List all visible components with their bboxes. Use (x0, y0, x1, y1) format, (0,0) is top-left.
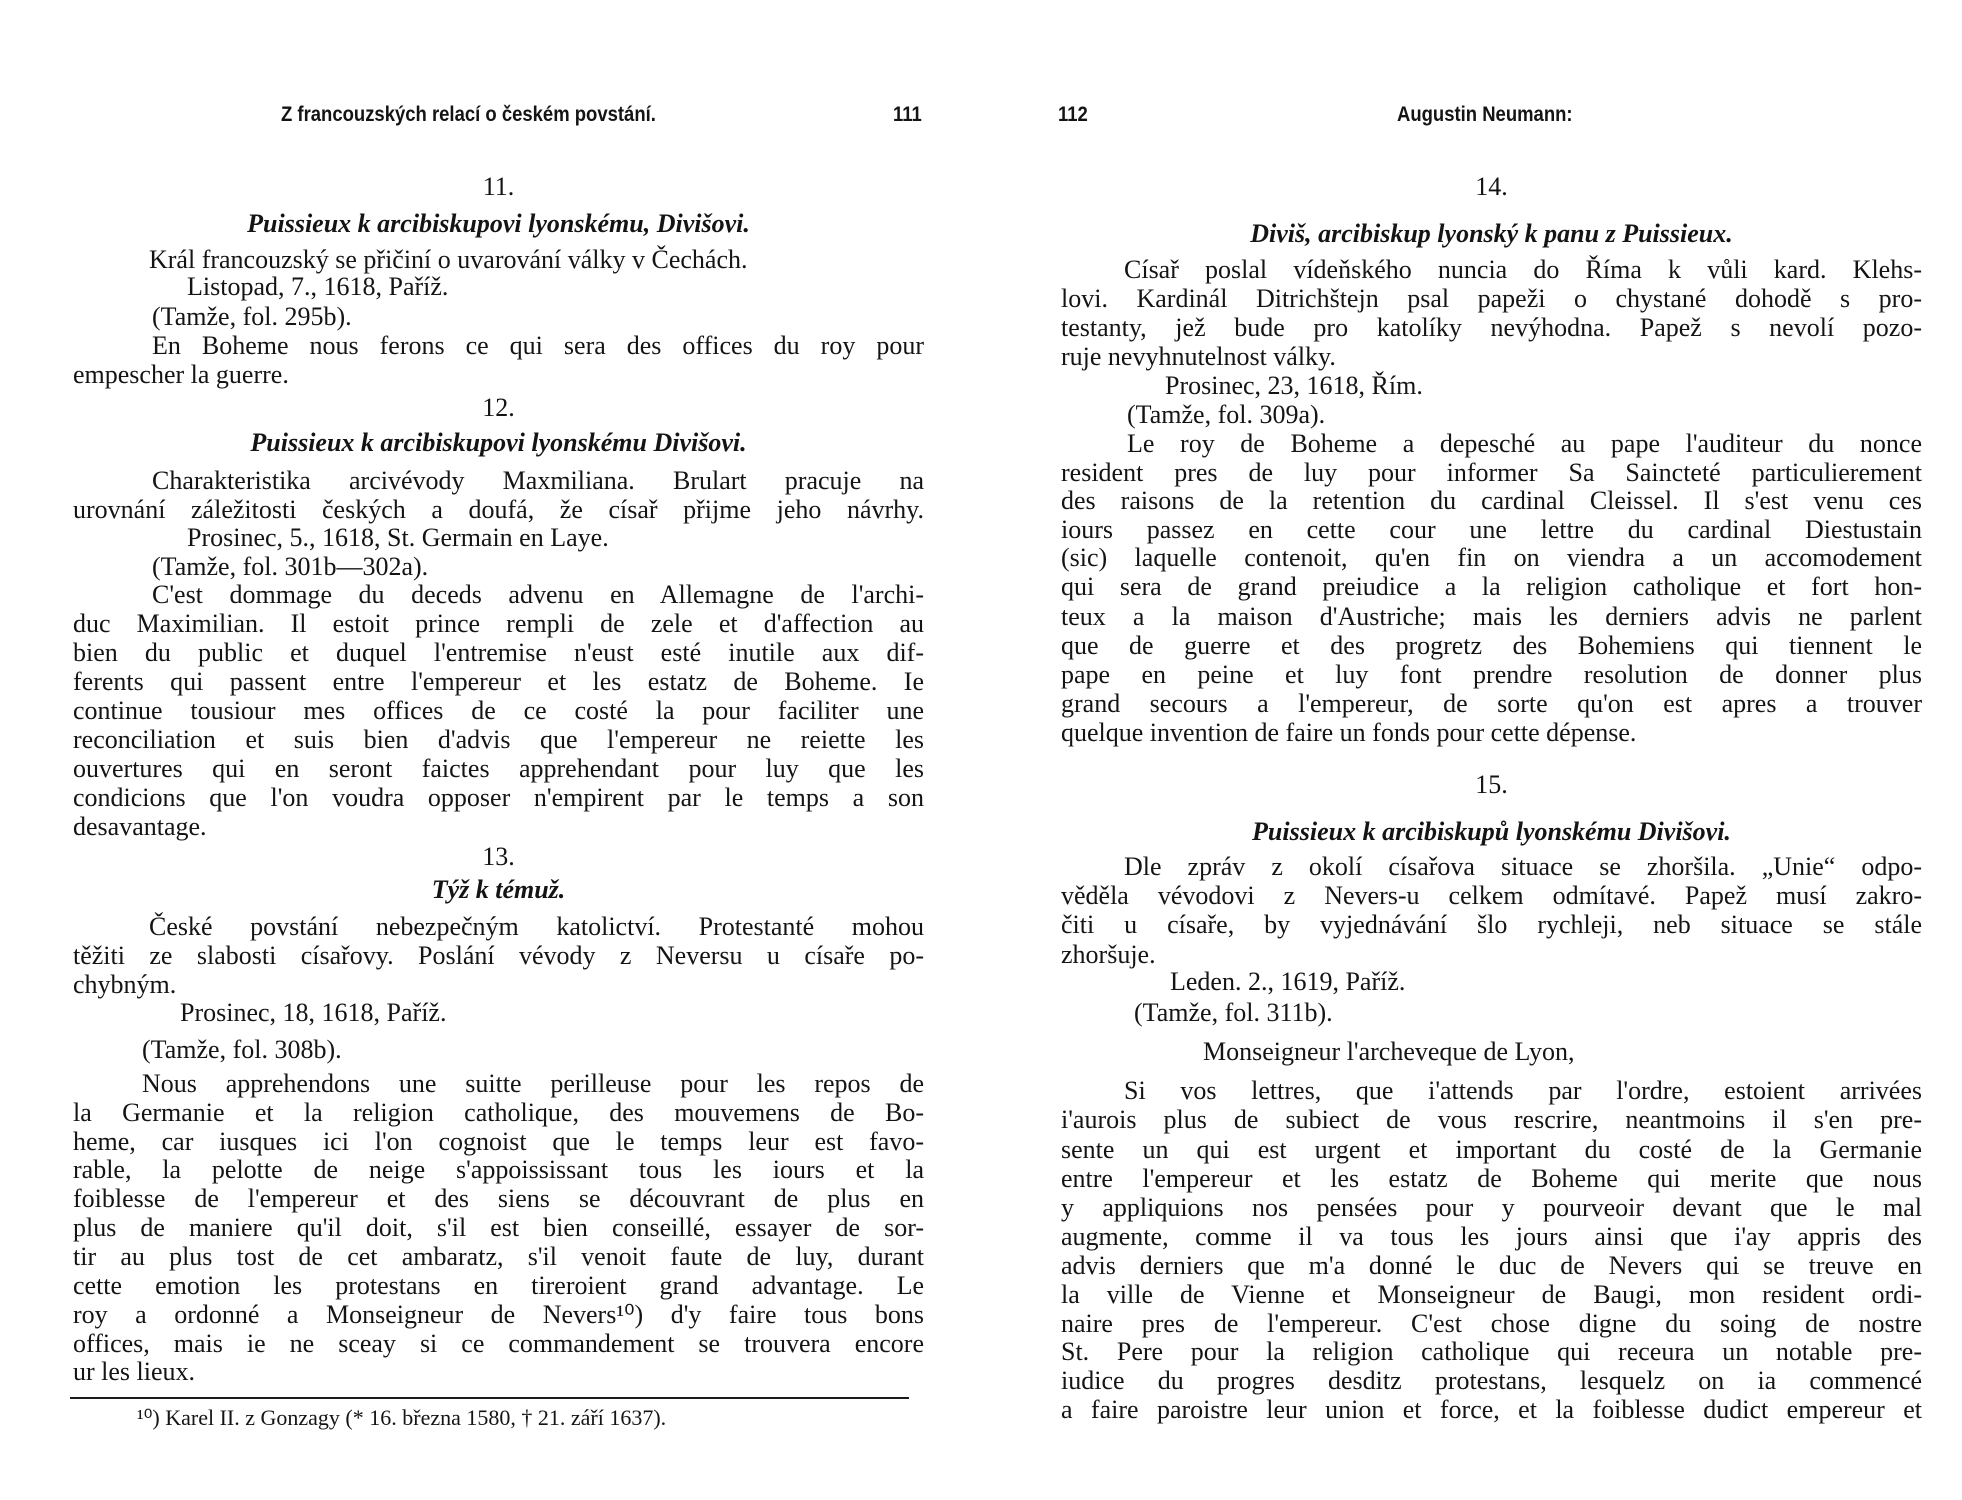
text-line: (Tamže, fol. 308b). (142, 1035, 342, 1064)
text-line: ruje nevyhnutelnost války. (1061, 342, 1336, 371)
text-line: y appliquions nos pensées pour y pourveoir devant que le mal (1061, 1193, 1922, 1222)
text-line: České povstání nebezpečným katolictví. Protestanté mohou (149, 912, 924, 941)
text-line: (sic) laquelle contenoit, qu'en fin on viendra a un accomodement (1061, 543, 1922, 572)
text-line: urovnání záležitosti českých a doufá, že císař přijme jeho návrhy. (73, 495, 924, 524)
text-line: (Tamže, fol. 311b). (1134, 998, 1333, 1027)
text-line: grand secours a l'empereur, de sorte qu'on est apres a trouver (1061, 689, 1922, 718)
running-header-title: Z francouzských relací o českém povstání. (281, 103, 656, 126)
text-line: Dle zpráv z okolí císařova situace se zhoršila. „Unie“ odpo- (1124, 852, 1922, 881)
document-heading: Týž k témuž. (431, 875, 566, 904)
text-line: duc Maximilian. Il estoit prince rempli de zele et d'affection au (73, 609, 924, 638)
text-line: věděla vévodovi z Nevers-u celkem odmítavé. Papež musí zakro- (1061, 881, 1922, 910)
text-line: (Tamže, fol. 309a). (1127, 400, 1326, 429)
text-line: offices, mais ie ne sceay si ce commandement se trouvera encore (73, 1329, 924, 1358)
text-line: St. Pere pour la religion catholique qui receura un notable pre- (1061, 1337, 1922, 1366)
text-line: que de guerre et des progretz des Bohemiens qui tiennent le (1061, 631, 1922, 660)
text-line: augmente, comme il va tous les jours ainsi que i'ay appris des (1061, 1222, 1922, 1251)
document-number: 12. (482, 393, 515, 422)
document-number: 13. (482, 842, 515, 871)
text-line: ferents qui passent entre l'empereur et les estatz de Boheme. Ie (73, 667, 924, 696)
text-line: la ville de Vienne et Monseigneur de Baugi, mon resident ordi- (1061, 1280, 1922, 1309)
text-line: C'est dommage du deceds advenu en Allemagne de l'archi- (152, 580, 924, 609)
text-line: Prosinec, 23, 1618, Řím. (1165, 371, 1423, 400)
text-line: desavantage. (73, 812, 207, 841)
text-line: čiti u císaře, by vyjednávání šlo rychleji, neb situace se stále (1061, 910, 1922, 939)
document-heading: Puissieux k arcibiskupovi lyonskému Divišovi. (250, 428, 747, 457)
footnote-divider (70, 1397, 909, 1399)
text-line: naire pres de l'empereur. C'est chose digne du soing de nostre (1061, 1309, 1922, 1338)
text-line: Si vos lettres, que i'attends par l'ordre, estoient arrivées (1124, 1076, 1922, 1105)
document-number: 11. (482, 172, 515, 201)
text-line: Prosinec, 18, 1618, Paříž. (180, 998, 447, 1027)
text-line: ouvertures qui en seront faictes apprehendant pour luy que les (73, 754, 924, 783)
text-line: roy a ordonné a Monseigneur de Nevers¹⁰) d'y faire tous bons (73, 1300, 924, 1329)
text-line: cette emotion les protestans en tireroient grand advantage. Le (73, 1271, 924, 1300)
text-line: testanty, jež bude pro katolíky nevýhodna. Papež s nevolí pozo- (1061, 313, 1922, 342)
text-line: reconciliation et suis bien d'advis que l'empereur ne reiette les (73, 725, 924, 754)
running-header-title: Augustin Neumann: (1397, 103, 1573, 126)
text-line: resident pres de luy pour informer Sa Saincteté particulierement (1061, 458, 1922, 487)
text-line: continue tousiour mes offices de ce costé la pour faciliter une (73, 696, 924, 725)
text-line: rable, la pelotte de neige s'appoississant tous les iours et la (73, 1155, 924, 1184)
text-line: iours passez en cette cour une lettre du cardinal Diestustain (1061, 515, 1922, 544)
text-line: těžiti ze slabosti císařovy. Poslání vévody z Neversu u císaře po- (73, 941, 924, 970)
text-line: quelque invention de faire un fonds pour cette dépense. (1061, 718, 1637, 747)
document-number: 15. (1475, 770, 1508, 799)
text-line: zhoršuje. (1061, 940, 1156, 969)
document-number: 14. (1475, 172, 1508, 201)
text-line: a faire paroistre leur union et force, et la foiblesse dudict empereur et (1061, 1395, 1922, 1424)
text-line: (Tamže, fol. 295b). (152, 302, 352, 331)
right-page (1058, 0, 1922, 1500)
text-line: condicions que l'on voudra opposer n'empirent par le temps a son (73, 783, 924, 812)
text-line: teux a la maison d'Austriche; mais les derniers advis ne parlent (1061, 602, 1922, 631)
text-line: Nous apprehendons une suitte perilleuse pour les repos de (142, 1069, 924, 1098)
text-line: bien du public et duquel l'entremise n'eust esté inutile aux dif- (73, 638, 924, 667)
document-heading: Diviš, arcibiskup lyonský k panu z Puissieux. (1250, 219, 1733, 248)
text-line: iudice du progres desditz protestans, lesquelz on ia commencé (1061, 1366, 1922, 1395)
text-line: pape en peine et luy font prendre resolution de donner plus (1061, 660, 1922, 689)
page-number: 112 (1058, 103, 1088, 126)
text-line: ur les lieux. (73, 1357, 196, 1386)
text-line: foiblesse de l'empereur et des siens se découvrant de plus en (73, 1184, 924, 1213)
text-line: i'aurois plus de subiect de vous rescrire, neantmoins il s'en pre- (1061, 1105, 1922, 1134)
text-line: tir au plus tost de cet ambaratz, s'il venoit faute de luy, durant (73, 1242, 924, 1271)
text-line: Císař poslal vídeňského nuncia do Říma k vůli kard. Klehs- (1124, 255, 1922, 284)
text-line: Leden. 2., 1619, Paříž. (1170, 967, 1406, 996)
text-line: sente un qui est urgent et important du costé de la Germanie (1061, 1135, 1922, 1164)
footnote: ¹⁰) Karel II. z Gonzagy (* 16. března 1580, † 21. září 1637). (137, 1405, 667, 1430)
text-line: empescher la guerre. (73, 360, 289, 389)
text-line: des raisons de la retention du cardinal Cleissel. Il s'est venu ces (1061, 486, 1922, 515)
text-line: Charakteristika arcivévody Maxmiliana. Brulart pracuje na (152, 466, 924, 495)
text-line: entre l'empereur et les estatz de Boheme qui merite que nous (1061, 1164, 1922, 1193)
text-line: qui sera de grand preiudice a la religion catholique et fort hon- (1061, 572, 1922, 601)
text-line: la Germanie et la religion catholique, des mouvemens de Bo- (73, 1098, 924, 1127)
text-line: Král francouzský se přičiní o uvarování války v Čechách. (149, 245, 748, 274)
left-page (73, 0, 924, 1500)
document-heading: Puissieux k arcibiskupovi lyonskému, Divišovi. (247, 209, 750, 238)
text-line: (Tamže, fol. 301b—302a). (152, 552, 429, 581)
text-line: plus de maniere qu'il doit, s'il est bien conseillé, essayer de sor- (73, 1213, 924, 1242)
text-line: Listopad, 7., 1618, Paříž. (187, 272, 449, 301)
text-line: Monseigneur l'archeveque de Lyon, (1203, 1037, 1575, 1066)
text-line: advis derniers que m'a donné le duc de Nevers qui se treuve en (1061, 1251, 1922, 1280)
text-line: chybným. (73, 970, 177, 999)
page-number: 111 (893, 103, 922, 126)
text-line: Prosinec, 5., 1618, St. Germain en Laye. (187, 523, 609, 552)
text-line: heme, car iusques ici l'on cognoist que le temps leur est favo- (73, 1127, 924, 1156)
text-line: En Boheme nous ferons ce qui sera des offices du roy pour (152, 331, 924, 360)
document-heading: Puissieux k arcibiskupů lyonskému Divišovi. (1252, 817, 1731, 846)
text-line: Le roy de Boheme a depesché au pape l'auditeur du nonce (1127, 429, 1922, 458)
text-line: lovi. Kardinál Ditrichštejn psal papeži o chystané dohodě s pro- (1061, 284, 1922, 313)
